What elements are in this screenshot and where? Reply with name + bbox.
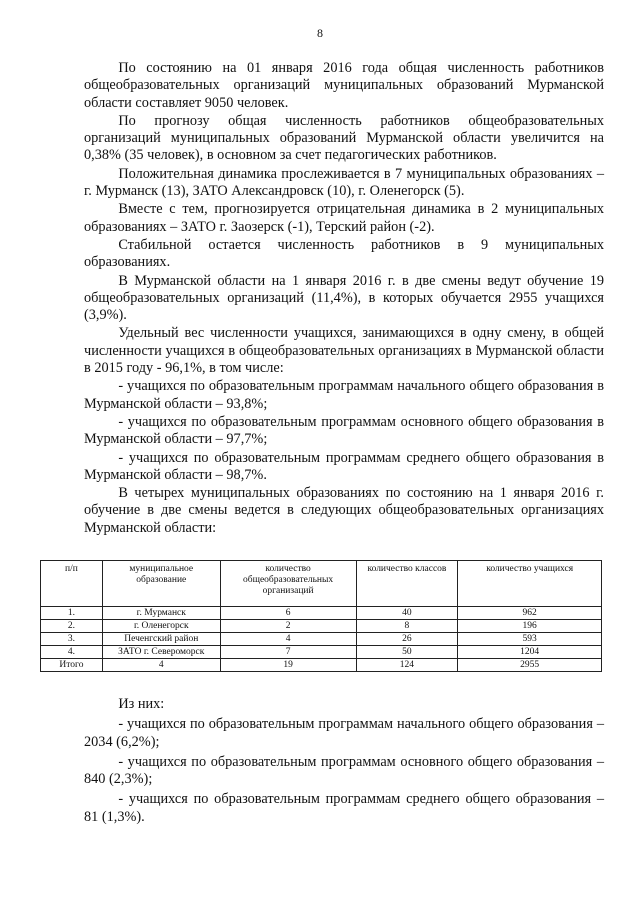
table-cell: 40 (356, 607, 458, 620)
table-cell: 124 (356, 659, 458, 672)
header-cell: количество учащихся (458, 561, 602, 607)
list-item: - учащихся по образовательным программам среднего общего образования в Мурманской области – 98,7%. (84, 449, 604, 483)
table-row (41, 633, 602, 646)
paragraph: Удельный вес численности учащихся, занимающихся в одну смену, в общей численности учащихся в общеобразовательных организациях в Мурманской области в 2015 году - 96,1%, в том числе: (84, 325, 604, 377)
table-cell: 2 (220, 620, 356, 633)
paragraph: В Мурманской области на 1 января 2016 г. в две смены ведут обучение 19 общеобразовательных организаций (11,4%), в которых обучается 2955 учащихся (3,9%). (84, 272, 604, 324)
table-cell: 593 (458, 633, 602, 646)
paragraph: По прогнозу общая численность работников общеобразовательных организаций муниципальных образований Мурманской области увеличится на 0,38% (35 человек), в основном за счет педагогических работников. (84, 112, 604, 164)
table-total-row (41, 659, 602, 672)
table-row (41, 646, 602, 659)
table-cell: 50 (356, 646, 458, 659)
header-cell: п/п (41, 561, 103, 607)
table-cell: 4 (102, 659, 220, 672)
table-cell: ЗАТО г. Североморск (102, 646, 220, 659)
table-header-row (41, 561, 602, 607)
document-body-continued (84, 696, 604, 826)
table-cell: 8 (356, 620, 458, 633)
table-cell: Итого (41, 659, 103, 672)
list-item: - учащихся по образовательным программам начального общего образования – 2034 (6,2%); (84, 716, 604, 750)
table-cell: 7 (220, 646, 356, 659)
header-cell: количество общеобразовательных организаций (220, 561, 356, 607)
table-cell: г. Мурманск (102, 607, 220, 620)
table-row (41, 607, 602, 620)
paragraph: Из них: (118, 696, 165, 712)
table-cell: г. Оленегорск (102, 620, 220, 633)
table-cell: 4 (220, 633, 356, 646)
header-cell: количество классов (356, 561, 458, 607)
list-item: - учащихся по образовательным программам среднего общего образования – 81 (1,3%). (84, 791, 604, 825)
paragraph: Вместе с тем, прогнозируется отрицательная динамика в 2 муниципальных образованиях – ЗАТО г. Заозерск (-1), Терский район (-2). (84, 201, 604, 235)
table-cell: 26 (356, 633, 458, 646)
table-cell: 2. (41, 620, 103, 633)
table-cell: 19 (220, 659, 356, 672)
table-row (41, 620, 602, 633)
page-number: 8 (317, 26, 323, 40)
paragraph: Положительная динамика прослеживается в 7 муниципальных образованиях – г. Мурманск (13), ЗАТО Александровск (10), г. Оленегорск (5). (84, 165, 604, 200)
two-shift-schools-table (40, 560, 602, 672)
table-cell: 962 (458, 607, 602, 620)
list-item: - учащихся по образовательным программам основного общего образования – 840 (2,3%); (84, 753, 604, 788)
document-body (84, 60, 604, 537)
list-item: - учащихся по образовательным программам начального общего образования в Мурманской области – 93,8%; (84, 378, 604, 412)
table-cell: 1204 (458, 646, 602, 659)
table-cell: 3. (41, 633, 103, 646)
table-cell: 6 (220, 607, 356, 620)
table-cell: Печенгский район (102, 633, 220, 646)
table-cell: 2955 (458, 659, 602, 672)
table-cell: 196 (458, 620, 602, 633)
paragraph: Стабильной остается численность работников в 9 муниципальных образованиях. (84, 236, 604, 271)
header-cell: муниципальное образование (102, 561, 220, 607)
list-item: - учащихся по образовательным программам основного общего образования в Мурманской области – 97,7%; (84, 413, 604, 448)
table-cell: 1. (41, 607, 103, 620)
paragraph: В четырех муниципальных образованиях по состоянию на 1 января 2016 г. обучение в две смены ведется в следующих общеобразовательных организациях Мурманской области: (84, 485, 604, 536)
table-cell: 4. (41, 646, 103, 659)
paragraph: По состоянию на 01 января 2016 года общая численность работников общеобразовательных организаций муниципальных образований Мурманской области составляет 9050 человек. (84, 60, 604, 111)
